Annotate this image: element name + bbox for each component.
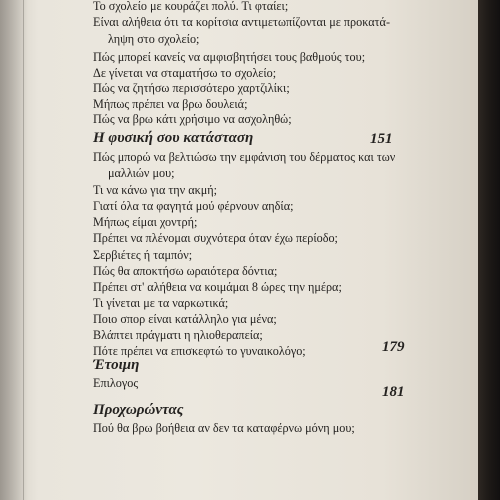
toc-line: Πότε πρέπει να επισκεφτώ το γυναικολόγο; xyxy=(93,344,306,358)
toc-line: Το σχολείο με κουράζει πολύ. Τι φταίει; xyxy=(93,0,289,13)
toc-line: Πού θα βρω βοήθεια αν δεν τα καταφέρνω μόνη μου; xyxy=(93,421,355,435)
toc-line: Δε γίνεται να σταματήσω το σχολείο; xyxy=(93,66,277,80)
toc-line: Μήπως πρέπει να βρω δουλειά; xyxy=(93,97,248,111)
toc-line: ληψη στο σχολείο; xyxy=(108,32,200,46)
toc-line: Πρέπει να πλένομαι συχνότερα όταν έχω περίοδο; xyxy=(93,231,338,245)
section-page-number: 151 xyxy=(370,131,393,147)
toc-line: Μήπως είμαι χοντρή; xyxy=(93,215,198,229)
section-heading-ready: Έτοιμη xyxy=(93,357,140,373)
toc-line: Ποιο σπορ είναι κατάλληλο για μένα; xyxy=(93,312,277,326)
toc-line: Πρέπει στ' αλήθεια να κοιμάμαι 8 ώρες την ημέρα; xyxy=(93,280,342,294)
toc-line: Τι να κάνω για την ακμή; xyxy=(93,183,218,197)
toc-line: Πώς θα αποκτήσω ωραιότερα δόντια; xyxy=(93,264,278,278)
toc-line: Σερβιέτες ή ταμπόν; xyxy=(93,248,193,262)
toc-line: Πώς μπορώ να βελτιώσω την εμφάνιση του δέρματος και των xyxy=(93,150,396,164)
toc-line: Γιατί όλα τα φαγητά μού φέρνουν αηδία; xyxy=(93,199,294,213)
toc-line: Πώς μπορεί κανείς να αμφισβητήσει τους βαθμούς του; xyxy=(93,50,366,64)
page-fold-line xyxy=(23,0,24,500)
section-page-number: 179 xyxy=(382,339,405,355)
toc-line: Πώς να ζητήσω περισσότερο χαρτζιλίκι; xyxy=(93,81,290,95)
section-page-number: 181 xyxy=(382,384,405,400)
toc-line: μαλλιών μου; xyxy=(108,166,175,180)
toc-line: Επιλογος xyxy=(93,376,139,390)
section-heading-physical: Η φυσική σου κατάσταση xyxy=(93,130,254,146)
toc-line: Πώς να βρω κάτι χρήσιμο να ασχοληθώ; xyxy=(93,112,292,126)
section-heading-forward: Προχωρώντας xyxy=(93,402,184,418)
toc-line: Βλάπτει πράγματι η ηλιοθεραπεία; xyxy=(93,328,263,342)
toc-line: Είναι αλήθεια ότι τα κορίτσια αντιμετωπίζονται με προκατά- xyxy=(93,15,390,29)
toc-line: Τι γίνεται με τα ναρκωτικά; xyxy=(93,296,229,310)
